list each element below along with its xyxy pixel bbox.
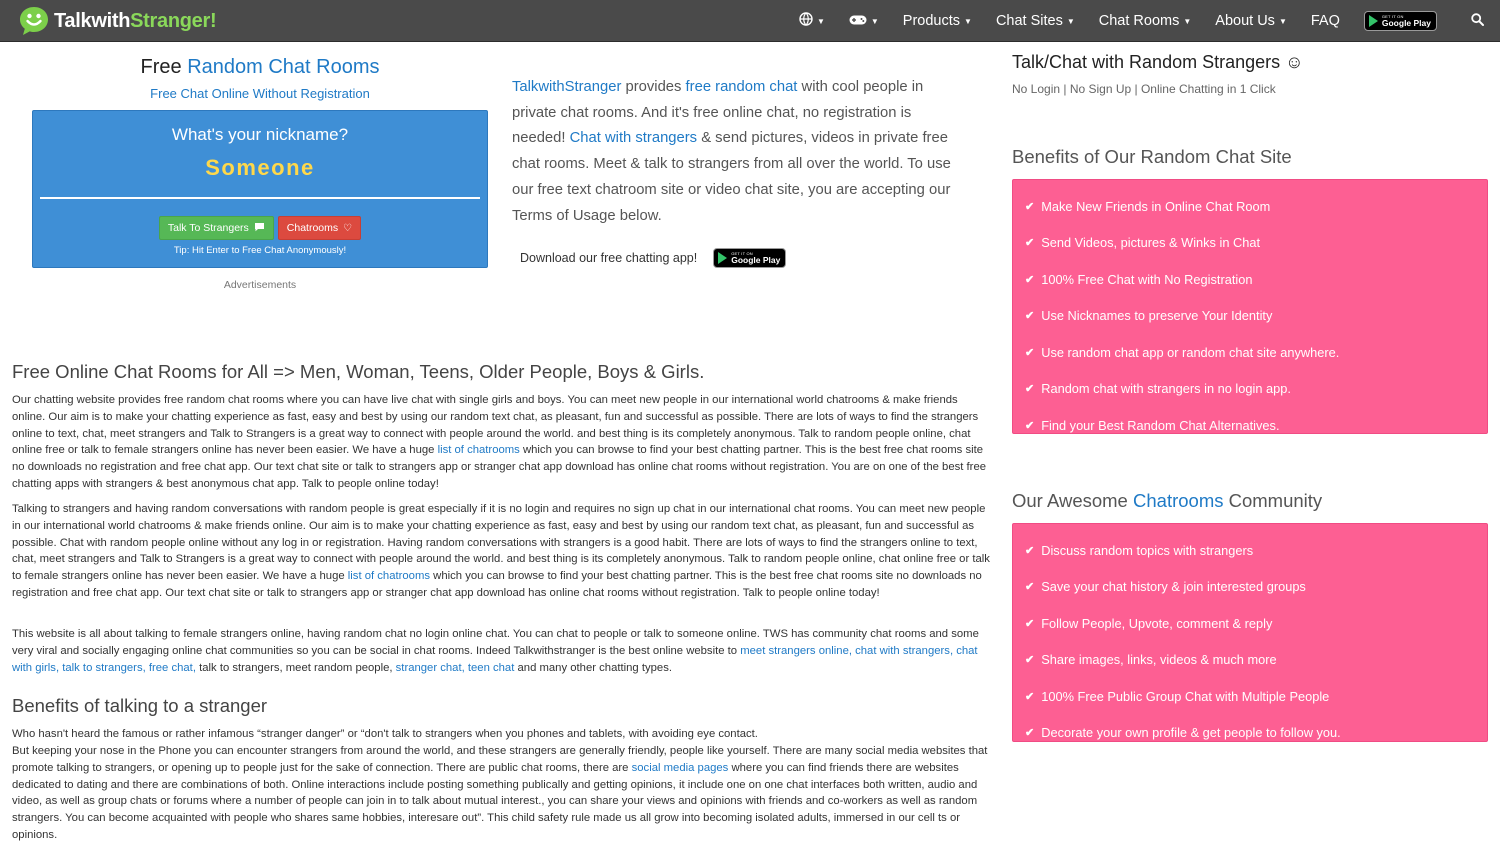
check-icon: ✔	[1025, 690, 1035, 703]
benefit-text: Use Nicknames to preserve Your Identity	[1041, 308, 1273, 324]
chat-bubble-icon	[254, 222, 265, 235]
list-item	[1013, 298, 1487, 335]
check-icon: ✔	[1025, 237, 1035, 250]
games-dropdown[interactable]	[837, 0, 891, 42]
chevron-down-icon: ▼	[1183, 16, 1192, 26]
community-text: Save your chat history & join interested groups	[1041, 579, 1306, 595]
benefit-text: Random chat with strangers in no login app.	[1041, 381, 1291, 397]
community-suffix: Community	[1223, 490, 1323, 511]
chatrooms-label: Chatrooms	[286, 222, 339, 234]
nickname-underline	[40, 197, 480, 199]
article-text: which you can browse to find your best chatting partner. This is the best free chat rooms site no downloads no registration and free chat app. Our text chat site or talk to strangers app or stranger chat app download has online chat rooms without registration. You are on one of the best free chatting apps with strangers & best anonymous chat app. Talk to people online today!	[12, 444, 987, 490]
benefits-heading: Benefits of Our Random Chat Site	[1012, 146, 1292, 167]
heart-icon: ♡	[343, 222, 353, 234]
community-text: Discuss random topics with strangers	[1041, 542, 1254, 558]
chevron-down-icon: ▼	[1278, 16, 1287, 26]
intro-paragraph	[512, 75, 956, 229]
search-icon	[1471, 13, 1484, 30]
google-play-icon	[1369, 15, 1378, 27]
nav-products[interactable]	[891, 0, 984, 42]
article-text: This website is all about talking to female strangers online, having random chat no login online chat. You can chat to people or talk to someone online. TWS has community chat rooms and some very viral and socially engaging online chat communities so you can be social in chat rooms. Indeed Talkwithstranger is the best online website to	[12, 628, 979, 657]
chatrooms-button[interactable]	[278, 216, 361, 240]
article-text: Talking to strangers and having random conversations with random people is great especially if it is no login and requires no sign up chat in our international chat rooms. You can meet new people in our international world chatrooms & make friends online. Our aim is to make your chatting experience as fast, easy and best by using our random text chat, as pleasant, fun and successful as possible. Chat with random people online without any log in or registration. Having random conversations with strangers is a good habit. There are lots of ways to find the strangers online to text, chat, meet strangers and Talk to Strangers is a great way to connect with people around the world. and best thing is its completely anonymous. Talk to random people online, chat online free or talk to female strangers online has never been easier. We have a huge	[12, 503, 990, 583]
article-text: where you can find friends there are websites dedicated to dating and there are combinations of both. Online interactions include posting something publically and getting opinions, it include one on one chat interfaces both written, audio and video, as well as group chats or forums where a number of people can join in to talk about mutual interest., you can share your views and opinions with friends and co-workers as well as random strangers. You can become acquainted with people who shares same hobbies, interesare out”. This child safety rule made us all grow into becoming isolated adults, immersed in our cell ts or opinions.	[12, 761, 978, 841]
download-app-text: Download our free chatting app!	[520, 251, 698, 265]
list-item	[1013, 334, 1487, 371]
chat-with-strangers-link[interactable]: Chat with strangers	[569, 130, 698, 147]
brand-logo-link[interactable]	[18, 3, 216, 39]
nickname-panel	[32, 110, 488, 268]
benefit-text: Find your Best Random Chat Alternatives.	[1041, 417, 1280, 433]
list-item	[1013, 642, 1487, 679]
article-heading: Free Online Chat Rooms for All => Men, Woman, Teens, Older People, Boys & Girls.	[12, 361, 705, 382]
benefit-text: Send Videos, pictures & Winks in Chat	[1041, 235, 1261, 251]
list-item	[1013, 371, 1487, 408]
list-item	[1013, 225, 1487, 262]
check-icon: ✔	[1025, 654, 1035, 667]
check-icon: ✔	[1025, 200, 1035, 213]
article-text: But keeping your nose in the Phone you can encounter strangers from around the world, and these strangers are generally friendly, people like yourself. There are many social media websites that promote talking to strangers, or opening up to people just for the sake of connection. There are public chat rooms, there are	[12, 745, 988, 774]
talkwithstranger-link[interactable]: TalkwithStranger	[512, 79, 622, 95]
check-icon: ✔	[1025, 617, 1035, 630]
article-text: which you can browse to find your best chatting partner. This is the best free chat rooms site no downloads no registration and free chat app. Our text chat site or talk to strangers app or stranger chat app download has online chat rooms without registration. Talk to people online today!	[12, 570, 982, 599]
google-play-icon	[718, 252, 727, 264]
chevron-down-icon: ▼	[964, 16, 972, 26]
check-icon: ✔	[1025, 419, 1035, 432]
talk-to-strangers-label: Talk To Strangers	[167, 222, 249, 234]
benefit-text: Make New Friends in Online Chat Room	[1041, 198, 1271, 214]
advertisements-label: Advertisements	[223, 279, 297, 291]
nav-about-us-label: About Us	[1215, 13, 1275, 29]
chevron-down-icon: ▼	[1066, 16, 1075, 26]
check-icon: ✔	[1025, 310, 1035, 323]
google-play-badge-link[interactable]	[1352, 0, 1449, 42]
nav-menu	[787, 0, 1500, 42]
google-play-badge	[1364, 11, 1437, 31]
free-random-chat-link[interactable]: free random chat	[685, 79, 798, 95]
brand-name	[54, 10, 216, 33]
language-dropdown[interactable]	[787, 0, 837, 42]
stranger-chat-links[interactable]: stranger chat, teen chat	[395, 661, 515, 674]
article-paragraph-5	[12, 743, 990, 844]
list-item	[1013, 188, 1487, 225]
hero-tip: Tip: Hit Enter to Free Chat Anonymously!	[173, 245, 347, 256]
intro-text-1: provides	[621, 79, 686, 95]
article-text: Our chatting website provides free random chat rooms where you can have live chat with single girls and boys. You can meet new people in our international world chatrooms & make friends online. Our aim is to make your chatting experience as fast, easy and best by using our random text chat, as pleasant, fun and successful as possible. There are lots of ways to find the strangers online to text, chat, meet strangers and Talk to Strangers is a great way to connect with people around the world. and best thing is its completely anonymous. Talk to random people online, chat online free or talk to female strangers online has never been easier. We have a huge	[12, 394, 979, 457]
talk-to-strangers-button[interactable]	[159, 216, 274, 240]
community-list	[1012, 523, 1488, 742]
gplay-small-text: GET IT ON	[731, 250, 753, 256]
google-play-badge-download[interactable]	[713, 248, 786, 268]
check-icon: ✔	[1025, 273, 1035, 286]
search-button[interactable]	[1449, 0, 1500, 42]
nav-products-label: Products	[902, 13, 961, 29]
nav-about-us[interactable]	[1203, 0, 1299, 42]
nickname-input[interactable]: Someone	[205, 155, 315, 180]
community-text: Share images, links, videos & much more	[1041, 652, 1277, 668]
nav-chat-sites[interactable]	[984, 0, 1087, 42]
community-heading	[1012, 490, 1322, 512]
sidebar-subtitle: No Login | No Sign Up | Online Chatting in 1 Click	[1012, 82, 1276, 96]
benefit-text: Use random chat app or random chat site anywhere.	[1041, 344, 1340, 360]
hero-title	[32, 56, 488, 79]
intro-text-3: & send pictures, videos in private free chat rooms. Meet & talk to strangers from all over the world. To use our free text chatroom site or video chat site, you are accepting our Terms of Usage below.	[512, 130, 951, 224]
benefits-list	[1012, 179, 1488, 434]
gamepad-icon	[849, 13, 867, 30]
nav-faq[interactable]	[1299, 0, 1352, 42]
top-navbar	[0, 0, 1500, 42]
nav-chat-sites-label: Chat Sites	[995, 13, 1063, 29]
list-item	[1013, 532, 1487, 569]
chevron-down-icon: ▼	[870, 16, 879, 26]
benefits-talking-heading: Benefits of talking to a stranger	[12, 695, 268, 716]
hero-buttons	[33, 216, 487, 240]
list-item	[1013, 678, 1487, 715]
hero-subtitle: Free Chat Online Without Registration	[150, 86, 370, 101]
download-app-row	[520, 248, 786, 268]
nav-faq-label: FAQ	[1310, 13, 1340, 29]
nav-chat-rooms[interactable]	[1087, 0, 1204, 42]
list-item	[1013, 261, 1487, 298]
list-item	[1013, 569, 1487, 606]
check-icon: ✔	[1025, 727, 1035, 740]
meet-strangers-links[interactable]: meet strangers online, chat with strangers, chat with girls, talk to strangers, free chat,	[12, 644, 978, 674]
check-icon: ✔	[1025, 581, 1035, 594]
random-chat-rooms-link[interactable]: Random Chat Rooms	[187, 56, 380, 78]
hero-title-prefix: Free	[140, 56, 182, 78]
sidebar-title: Talk/Chat with Random Strangers ☺	[1012, 52, 1304, 72]
community-text: Follow People, Upvote, comment & reply	[1041, 615, 1273, 631]
gplay-small-text: GET IT ON	[1381, 13, 1404, 19]
chatrooms-link[interactable]: Chatrooms	[1133, 490, 1224, 511]
social-media-pages-link[interactable]: social media pages	[631, 761, 729, 774]
article-paragraph-4: Who hasn't heard the famous or rather infamous “stranger danger” or “don't talk to strangers when you phones and tablets, with avoiding eye contact.	[12, 728, 758, 740]
nav-chat-rooms-label: Chat Rooms	[1098, 13, 1180, 29]
brand-name-part2: Stranger!	[130, 9, 217, 32]
article-text: talk to strangers, meet random people,	[195, 661, 396, 674]
check-icon: ✔	[1025, 346, 1035, 359]
intro-text-2: with cool people in private chat rooms. And it's free online chat, no registration is needed!	[512, 79, 924, 147]
article-text: and many other chatting types.	[514, 661, 672, 674]
list-of-chatrooms-link[interactable]: list of chatrooms	[437, 444, 520, 457]
smiley-bubble-icon	[18, 5, 50, 37]
brand-name-part1: Talkwith	[54, 9, 131, 32]
gplay-big-text: Google Play	[731, 254, 781, 265]
article-paragraph-3	[12, 626, 990, 676]
article-paragraph-2	[12, 501, 990, 602]
nickname-question: What's your nickname?	[171, 125, 349, 144]
article-paragraph-1	[12, 392, 990, 493]
check-icon: ✔	[1025, 383, 1035, 396]
list-item	[1013, 407, 1487, 444]
check-icon: ✔	[1025, 544, 1035, 557]
chevron-down-icon: ▼	[816, 16, 825, 26]
globe-icon	[799, 12, 813, 30]
list-item	[1013, 605, 1487, 642]
community-prefix: Our Awesome	[1012, 490, 1133, 511]
list-of-chatrooms-link[interactable]: list of chatrooms	[347, 570, 431, 583]
gplay-big-text: Google Play	[1381, 17, 1431, 28]
community-text: Decorate your own profile & get people to follow you.	[1041, 725, 1341, 741]
community-text: 100% Free Public Group Chat with Multiple People	[1041, 688, 1330, 704]
list-item	[1013, 715, 1487, 752]
benefit-text: 100% Free Chat with No Registration	[1041, 271, 1253, 287]
